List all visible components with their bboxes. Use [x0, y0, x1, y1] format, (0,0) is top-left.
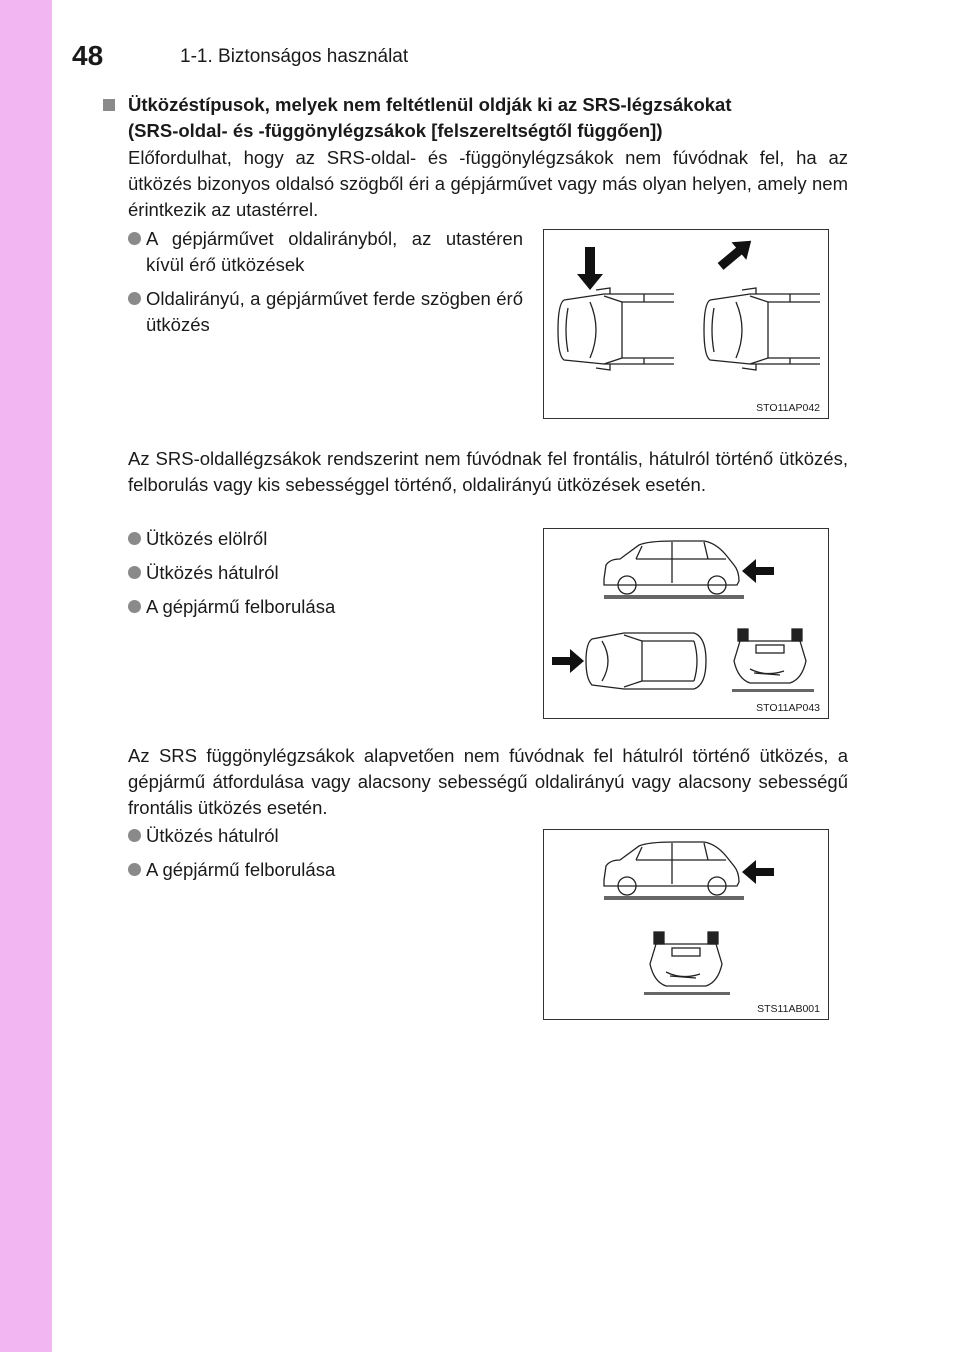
heading-line-2: (SRS-oldal- és -függönylégzsákok [felszereltségtől függően])	[128, 120, 663, 141]
curtain-nondeploy-illustration	[544, 830, 828, 1019]
intro-paragraph: Előfordulhat, hogy az SRS-oldal- és -függönylégzsákok nem fúvódnak fel, ha az ütközés bizonyos oldalsó szögből éri a gépjárművet vagy más olyan helyen, amely nem érintkezik az utastérrel.	[128, 147, 848, 220]
list-item	[128, 594, 523, 620]
bullet-list-2	[128, 526, 523, 628]
figure-nondeploy-curtain	[543, 829, 829, 1020]
list-item-text: A gépjármű felborulása	[146, 859, 336, 880]
car-top-view-icon	[558, 288, 674, 370]
curtain-airbag-paragraph: Az SRS függönylégzsákok alapvetően nem fúvódnak fel hátulról történő ütközés, a gépjármű átfordulása vagy alacsony sebességű oldalirányú vagy alacsony sebességű frontális ütközés esetén.	[128, 745, 848, 818]
figure-nondeploy-side	[543, 528, 829, 719]
list-item-text: Ütközés hátulról	[146, 562, 279, 583]
list-item-text: A gépjárművet oldalirányból, az utastéren kívül érő ütközések	[146, 228, 523, 275]
bullet-dot-icon	[128, 829, 141, 842]
collision-types-illustration	[544, 529, 828, 718]
list-item-text: A gépjármű felborulása	[146, 596, 336, 617]
ground-line	[604, 595, 744, 599]
list-item	[128, 560, 523, 586]
impact-arrow-icon	[742, 860, 774, 884]
ground-line	[644, 992, 730, 995]
car-top-view-icon	[704, 288, 820, 370]
heading-square-icon	[103, 99, 115, 111]
bullet-dot-icon	[128, 532, 141, 545]
figure-code: STS11AB001	[757, 1003, 820, 1015]
figure-side-impact	[543, 229, 829, 419]
list-item	[128, 286, 523, 338]
bullet-dot-icon	[128, 292, 141, 305]
impact-arrow-icon	[742, 559, 774, 583]
list-item	[128, 526, 523, 552]
car-top-view-icon	[586, 633, 706, 689]
list-item	[128, 857, 523, 883]
list-item-text: Ütközés hátulról	[146, 825, 279, 846]
ground-line	[604, 896, 744, 900]
list-item	[128, 823, 523, 849]
chapter-color-strip	[0, 0, 52, 1352]
car-side-view-icon	[604, 541, 739, 594]
rolled-car-rear-icon	[734, 629, 806, 683]
side-impact-illustration	[544, 230, 828, 418]
bullet-list-1	[128, 226, 523, 346]
page-number: 48	[72, 40, 104, 71]
bullet-list-3	[128, 823, 523, 891]
ground-line	[732, 689, 814, 692]
list-item-text: Oldalirányú, a gépjárművet ferde szögben érő ütközés	[146, 288, 523, 335]
car-side-view-icon	[604, 842, 739, 895]
bullet-dot-icon	[128, 863, 141, 876]
impact-arrow-icon	[552, 649, 584, 673]
impact-arrow-icon	[713, 232, 758, 275]
section-title: 1-1. Biztonságos használat	[180, 46, 409, 67]
list-item-text: Ütközés elölről	[146, 528, 268, 549]
side-airbag-paragraph: Az SRS-oldallégzsákok rendszerint nem fúvódnak fel frontális, hátulról történő ütközés, felborulás vagy kis sebességgel történő, oldalirányú ütközések esetén.	[128, 448, 848, 495]
list-item	[128, 226, 523, 278]
impact-arrow-icon	[577, 247, 603, 290]
subsection-heading	[103, 92, 863, 144]
figure-code: STO11AP043	[756, 702, 820, 714]
rolled-car-rear-icon	[650, 932, 722, 986]
figure-code: STO11AP042	[756, 402, 820, 414]
heading-line-1: Ütközéstípusok, melyek nem feltétlenül oldják ki az SRS-légzsákokat	[128, 94, 732, 115]
bullet-dot-icon	[128, 566, 141, 579]
bullet-dot-icon	[128, 600, 141, 613]
bullet-dot-icon	[128, 232, 141, 245]
